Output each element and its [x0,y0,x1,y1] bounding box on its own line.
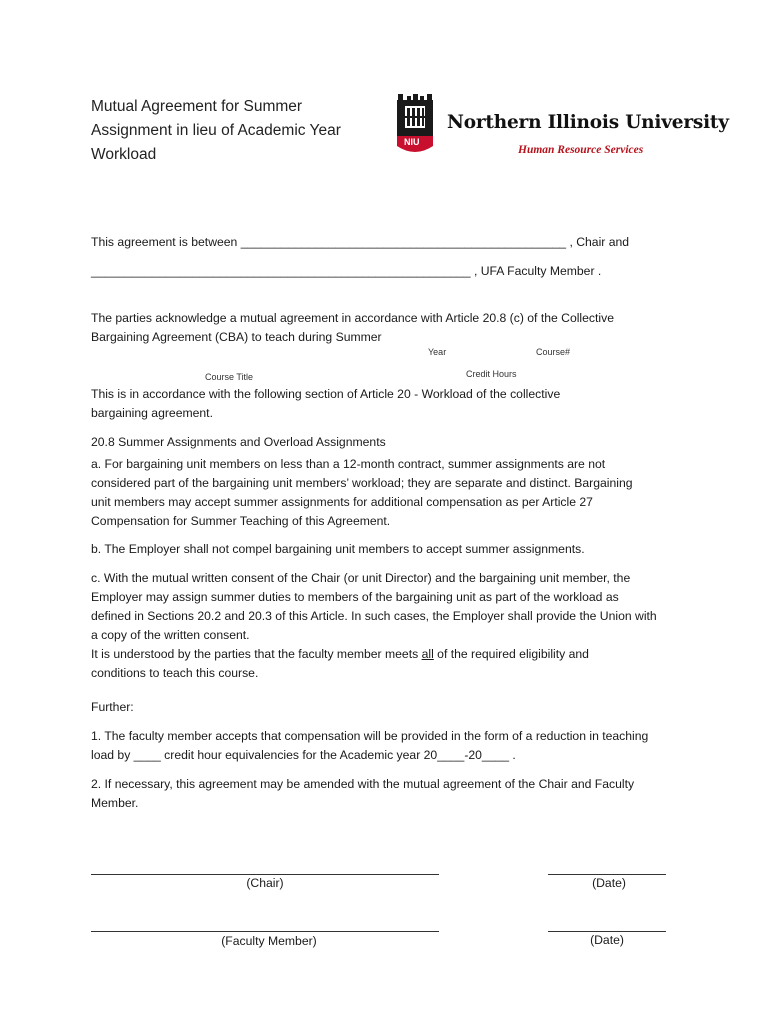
chair-signature-line[interactable] [91,874,439,875]
title-line-1: Mutual Agreement for Summer [91,98,303,115]
acknowledge-paragraph [91,309,691,347]
acknowledge-line-1: The parties acknowledge a mutual agreement in accordance with Article 20.8 (c) of the Collective [91,311,614,325]
understood-text-post: of the required eligibility and [433,647,589,661]
document-title [91,95,341,167]
section-heading: 20.8 Summer Assignments and Overload Assignments [91,435,386,449]
paragraph-c-line-4: a copy of the written consent. [91,628,250,642]
niu-logo [396,94,434,156]
paragraph-a-line-3: unit members may accept summer assignments for additional compensation as per Article 27 [91,495,593,509]
understood-line-2: conditions to teach this course. [91,666,259,680]
course-number-label: Course# [536,347,571,357]
paragraph-b [91,540,691,559]
chair-signature-label: (Chair) [246,876,284,890]
chair-date-line[interactable] [548,874,666,875]
further-item-1-line-1: 1. The faculty member accepts that compensation will be provided in the form of a reduction in teaching [91,729,649,743]
year-label: Year [428,347,447,357]
paragraph-a-line-2: considered part of the bargaining unit members’ workload; they are separate and distinct. Bargaining [91,476,633,490]
paragraph-a-line-4: Compensation for Summer Teaching of this Agreement. [91,514,391,528]
title-line-3: Workload [91,146,157,163]
faculty-date-label: (Date) [590,933,624,947]
accordance-paragraph [91,385,691,423]
further-item-2-line-2: Member. [91,796,139,810]
further-item-2 [91,775,691,813]
paragraph-a-line-1: a. For bargaining unit members on less than a 12-month contract, summer assignments are not [91,457,606,471]
further-item-1 [91,727,691,765]
paragraph-c-line-3: defined in Sections 20.2 and 20.3 of this Article. In such cases, the Employer shall provide the Union with [91,609,657,623]
credit-hours-label: Credit Hours [466,369,517,379]
paragraph-c [91,569,691,683]
course-title-label: Course Title [205,372,254,382]
accordance-line-1: This is in accordance with the following section of Article 20 - Workload of the collective [91,387,561,401]
further-item-1-line-2: load by ____ credit hour equivalencies for the Academic year 20____-20____ . [91,748,516,762]
agreement-between-line: This agreement is between ________________________________________________ , Chair and [91,235,630,249]
paragraph-b-line-1: b. The Employer shall not compel bargaining unit members to accept summer assignments. [91,542,585,556]
accordance-line-2: bargaining agreement. [91,406,213,420]
chair-date-label: (Date) [592,876,626,890]
paragraph-c-line-1: c. With the mutual written consent of the Chair (or unit Director) and the bargaining unit member, the [91,571,631,585]
faculty-signature-line[interactable] [91,931,439,932]
faculty-signature-label: (Faculty Member) [221,934,317,948]
understood-line-1 [91,645,691,664]
understood-text-pre: It is understood by the parties that the faculty member meets [91,647,422,661]
paragraph-c-line-2: Employer may assign summer duties to members of the bargaining unit as part of the workload as [91,590,619,604]
further-heading: Further: [91,700,134,714]
further-item-2-line-1: 2. If necessary, this agreement may be amended with the mutual agreement of the Chair and Faculty [91,777,635,791]
faculty-member-line: ________________________________________________________ , UFA Faculty Member . [91,264,602,278]
acknowledge-line-2: Bargaining Agreement (CBA) to teach during Summer [91,330,382,344]
logo-text: NIU [404,137,420,147]
paragraph-a [91,455,691,531]
university-name: Northern Illinois University [447,112,729,133]
title-line-2: Assignment in lieu of Academic Year [91,122,341,139]
understood-all-emphasis: all [421,647,434,661]
department-name: Human Resource Services [518,144,644,156]
faculty-date-line[interactable] [548,931,666,932]
